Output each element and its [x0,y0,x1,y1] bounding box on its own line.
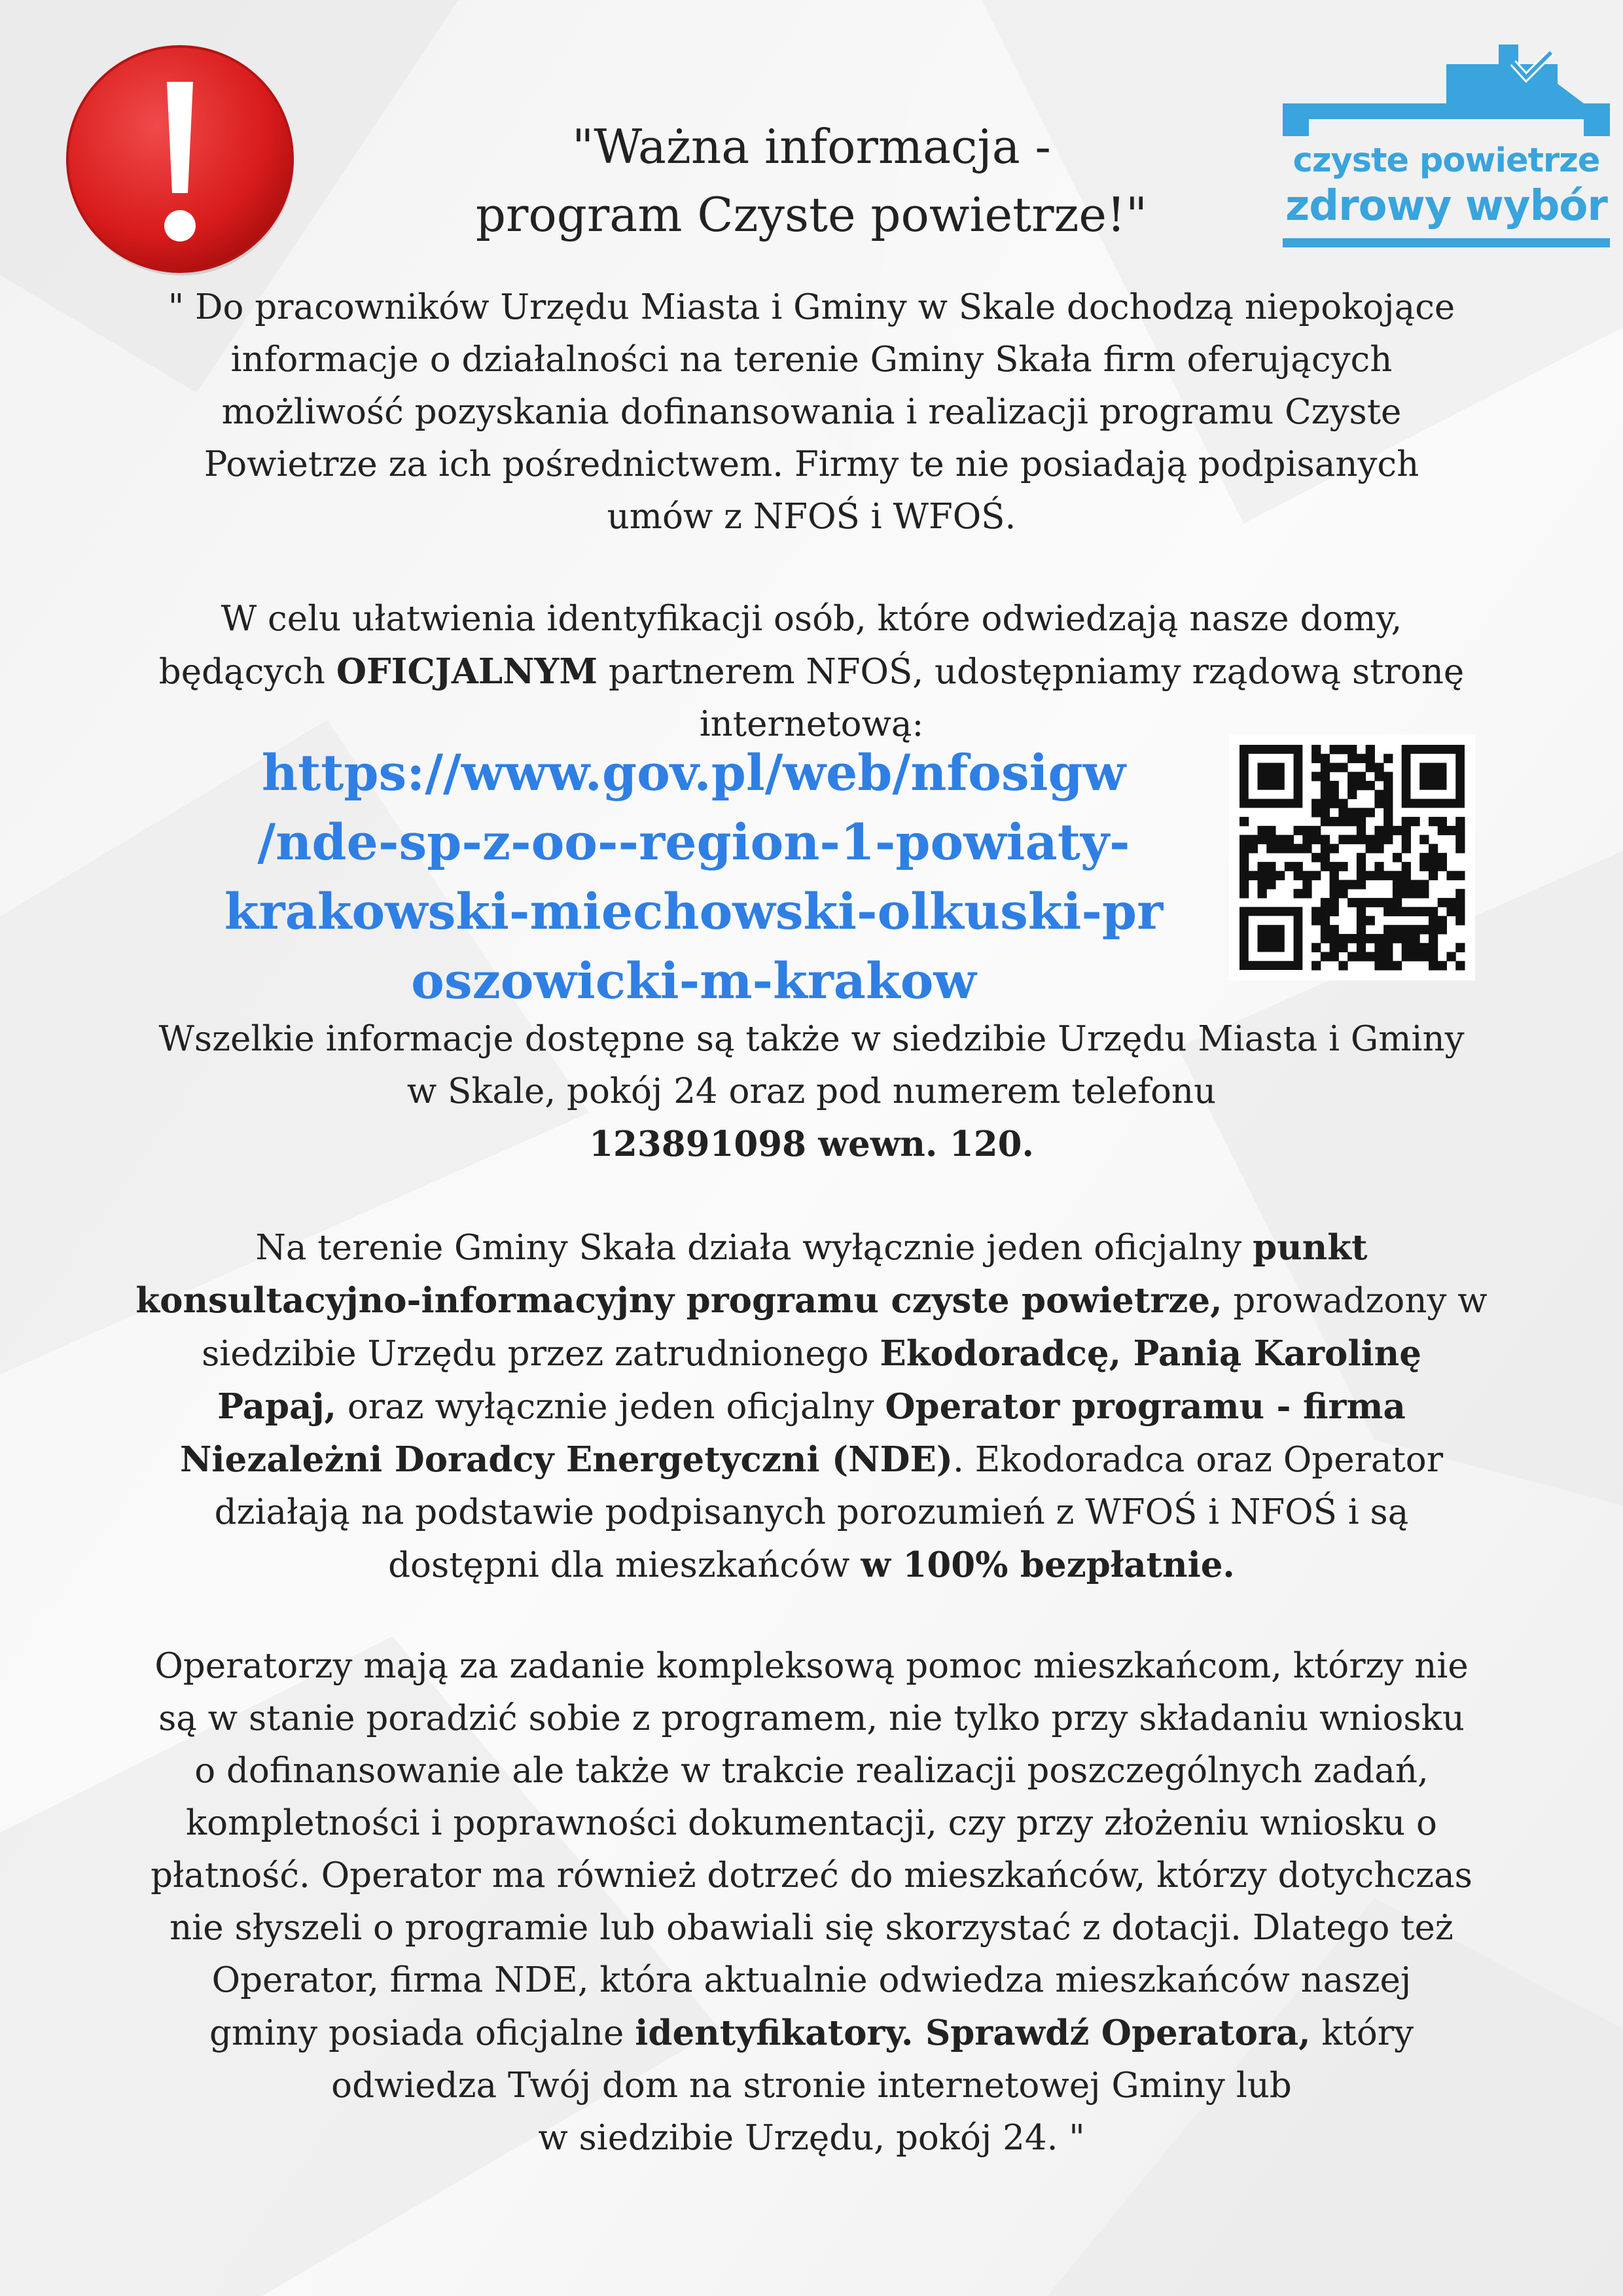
text-line: internetową: [699,704,924,744]
paragraph-identification [59,593,1564,751]
czyste-powietrze-logo [1283,45,1610,260]
paragraph-contact [59,1013,1564,1171]
gov-website-link[interactable] [183,738,1204,1016]
link-line[interactable]: oszowicki-m-krakow [411,952,976,1010]
paragraph-operators [59,1640,1564,2164]
page-title [308,113,1315,249]
text-line: dostępni dla mieszkańców w 100% bezpłatnie. [388,1545,1235,1585]
text-line: odwiedza Twój dom na stronie internetowej Gminy lub [331,2066,1292,2106]
exclamation-alert-icon [62,41,301,280]
text-line: w siedzibie Urzędu, pokój 24. " [538,2118,1085,2158]
link-line[interactable]: krakowski-miechowski-olkuski-pr [224,882,1164,941]
text-line: możliwość pozyskania dofinansowania i realizacji programu Czyste [221,392,1402,432]
text-line: Powietrze za ich pośrednictwem. Firmy te nie posiadają podpisanych [204,444,1419,484]
logo-line-1: czyste powietrze [1293,141,1600,180]
text-line: umów z NFOŚ i WFOŚ. [607,497,1016,537]
logo-underline [1283,238,1610,247]
title-line-1: "Ważna informacja - [572,119,1051,174]
link-line[interactable]: /nde-sp-z-oo--region-1-powiaty- [257,813,1130,871]
text-line: " Do pracowników Urzędu Miasta i Gminy w Skale dochodzą niepokojące [168,287,1455,327]
text-line: konsultacyjno-informacyjny programu czyste powietrze, prowadzony w [135,1280,1488,1321]
text-line: Niezależni Doradcy Energetyczni (NDE). Ekodoradca oraz Operator [179,1439,1444,1480]
phone-number: 123891098 wewn. 120. [589,1124,1034,1164]
text-line: będących OFICJALNYM partnerem NFOŚ, udostępniamy rządową stronę [158,651,1465,692]
text-line: Operatorzy mają za zadanie kompleksową pomoc mieszkańcom, którzy nie [154,1646,1469,1686]
text-line: Na terenie Gminy Skała działa wyłącznie jeden oficjalny punkt [255,1227,1368,1268]
text-line: w Skale, pokój 24 oraz pod numerem telefonu [406,1071,1217,1111]
logo-line-2: zdrowy wybór [1285,182,1607,230]
text-line: informacje o działalności na terenie Gminy Skała firm oferujących [230,340,1393,380]
title-line-2: program Czyste powietrze!" [475,187,1148,242]
text-line: płatność. Operator ma również dotrzeć do mieszkańców, którzy dotychczas [151,1856,1472,1895]
paragraph-official-point [59,1221,1564,1592]
qr-code-icon[interactable] [1229,734,1475,980]
text-line: Papaj, oraz wyłącznie jeden oficjalny Operator programu - firma [217,1386,1406,1427]
text-line: nie słyszeli o programie lub obawiali się skorzystać z dotacji. Dlatego też [169,1908,1454,1948]
link-line[interactable]: https://www.gov.pl/web/nfosigw [261,744,1126,802]
text-line: kompletności i poprawności dokumentacji, czy przy złożeniu wniosku o [186,1803,1437,1843]
text-line: o dofinansowanie ale także w trakcie realizacji poszczególnych zadań, [194,1751,1429,1791]
text-line: Operator, firma NDE, która aktualnie odwiedza mieszkańców naszej [211,1960,1412,2000]
text-line: gminy posiada oficjalne identyfikatory. Sprawdź Operatora, który [209,2013,1414,2053]
text-line: są w stanie poradzić sobie z programem, nie tylko przy składaniu wniosku [158,1698,1465,1738]
text-line: siedzibie Urzędu przez zatrudnionego Ekodoradcę, Panią Karolinę [202,1333,1421,1374]
text-line: Wszelkie informacje dostępne są także w siedzibie Urzędu Miasta i Gminy [158,1019,1465,1059]
house-check-logo-icon [1283,45,1610,136]
paragraph-warning [59,281,1564,543]
text-line: działają na podstawie podpisanych porozumień z WFOŚ i NFOŚ i są [214,1492,1409,1532]
text-line: W celu ułatwienia identyfikacji osób, które odwiedzają nasze domy, [221,599,1402,639]
